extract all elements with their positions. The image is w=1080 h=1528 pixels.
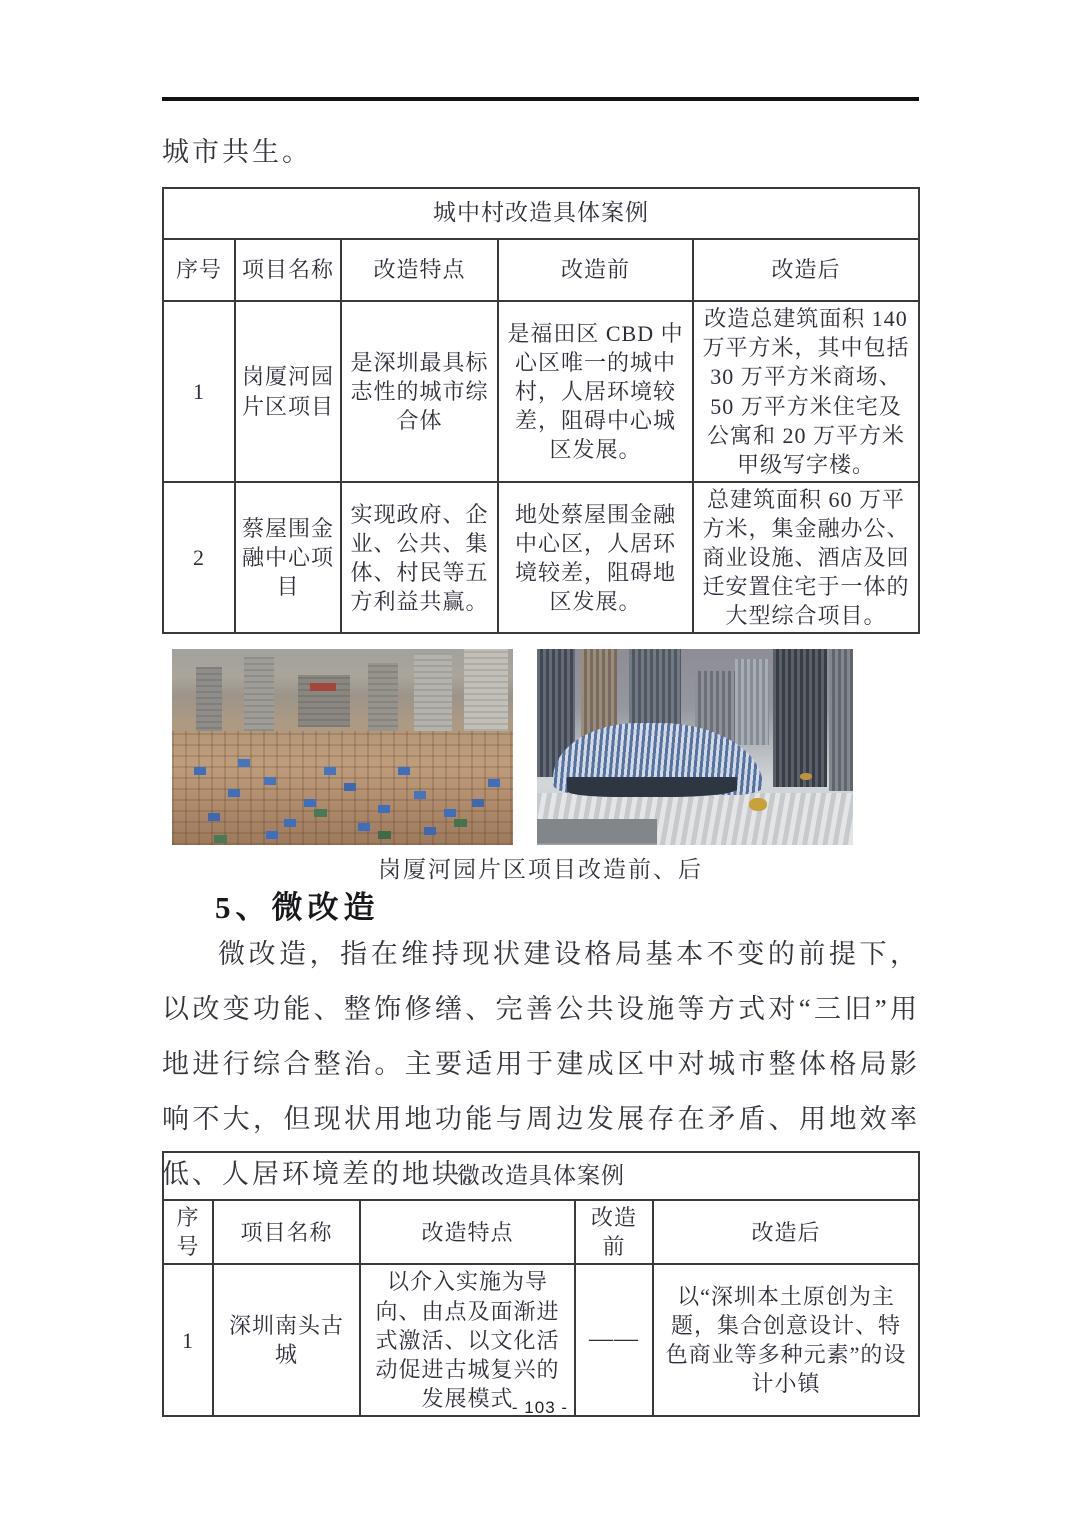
building-shape: [196, 667, 222, 741]
village-mosaic: [172, 731, 513, 845]
row-before: 是福田区 CBD 中心区唯一的城中村，人居环境较差，阻碍中心城区发展。: [498, 301, 693, 482]
row-after: 总建筑面积 60 万平方米，集金融办公、商业设施、酒店及回迁安置住宅于一体的大型综合项目。: [693, 482, 919, 633]
table-row: [163, 1264, 919, 1416]
table1-header-name: 项目名称: [235, 239, 341, 301]
section-paragraph: 微改造，指在维持现状建设格局基本不变的前提下，以改变功能、整饰修缮、完善公共设施等方式对“三旧”用地进行综合整治。主要适用于建成区中对城市整体格局影响不大，但现状用地功能与周边发展存在矛盾、用地效率低、人居环境差的地块。: [162, 939, 920, 1189]
row-no: 2: [163, 482, 235, 633]
row-before: 地处蔡屋围金融中心区，人居环境较差，阻碍地区发展。: [498, 482, 693, 633]
table1-header-after: 改造后: [693, 239, 919, 301]
sign-shape: [310, 683, 336, 691]
table-micro-renovation-cases: [162, 1151, 920, 1417]
table2-header-before: 改造前: [575, 1200, 653, 1264]
mall-base: [567, 777, 737, 797]
table1-title-row: [163, 188, 919, 239]
table1-header-row: [163, 239, 919, 301]
photo-before-renovation: [172, 649, 513, 845]
row-feature: 实现政府、企业、公共、集体、村民等五方利益共赢。: [341, 482, 498, 633]
table1-header-no: 序号: [163, 239, 235, 301]
row-feature: 是深圳最具标志性的城市综合体: [341, 301, 498, 482]
row-no: 1: [163, 301, 235, 482]
table2-header-name: 项目名称: [213, 1200, 360, 1264]
section-heading: 5、微改造: [215, 890, 380, 925]
table2-header-after: 改造后: [653, 1200, 919, 1264]
tower-shape: [735, 659, 769, 745]
table2-title: 微改造具体案例: [163, 1152, 919, 1200]
table1-header-feature: 改造特点: [341, 239, 498, 301]
sculpture-shape: [749, 798, 767, 811]
green-rooftops: [172, 649, 185, 657]
row-feature: 以介入实施为导向、由点及面渐进式激活、以文化活动促进古城复兴的发展模式: [360, 1264, 575, 1416]
table1-header-before: 改造前: [498, 239, 693, 301]
table-urban-village-cases: [162, 187, 920, 634]
intro-text: 城市共生。: [162, 137, 312, 167]
road-shape: [537, 819, 657, 845]
row-project-name: 岗厦河园片区项目: [235, 301, 341, 482]
building-shape: [368, 663, 398, 733]
table2-title-row: [163, 1152, 919, 1200]
page-number: - 103 -: [511, 1398, 569, 1417]
figure-caption: 岗厦河园片区项目改造前、后: [378, 857, 703, 882]
row-project-name: 蔡屋围金融中心项目: [235, 482, 341, 633]
header-rule: [162, 97, 919, 101]
table2-header-row: [163, 1200, 919, 1264]
row-before: ——: [575, 1264, 653, 1416]
row-no: 1: [163, 1264, 213, 1416]
row-after: 以“深圳本土原创为主题，集合创意设计、特色商业等多种元素”的设计小镇: [653, 1264, 919, 1416]
table-row: [163, 301, 919, 482]
table-row: [163, 482, 919, 633]
tower-shape: [773, 649, 827, 787]
table2-header-no: 序号: [163, 1200, 213, 1264]
table2-header-feature: 改造特点: [360, 1200, 575, 1264]
photo-after-renovation: [537, 649, 853, 845]
row-after: 改造总建筑面积 140 万平方米，其中包括 30 万平方米商场、50 万平方米住宅及公寓和 20 万平方米甲级写字楼。: [693, 301, 919, 482]
row-project-name: 深圳南头古城: [213, 1264, 360, 1416]
table1-title: 城中村改造具体案例: [163, 188, 919, 239]
tower-shape: [829, 649, 853, 791]
